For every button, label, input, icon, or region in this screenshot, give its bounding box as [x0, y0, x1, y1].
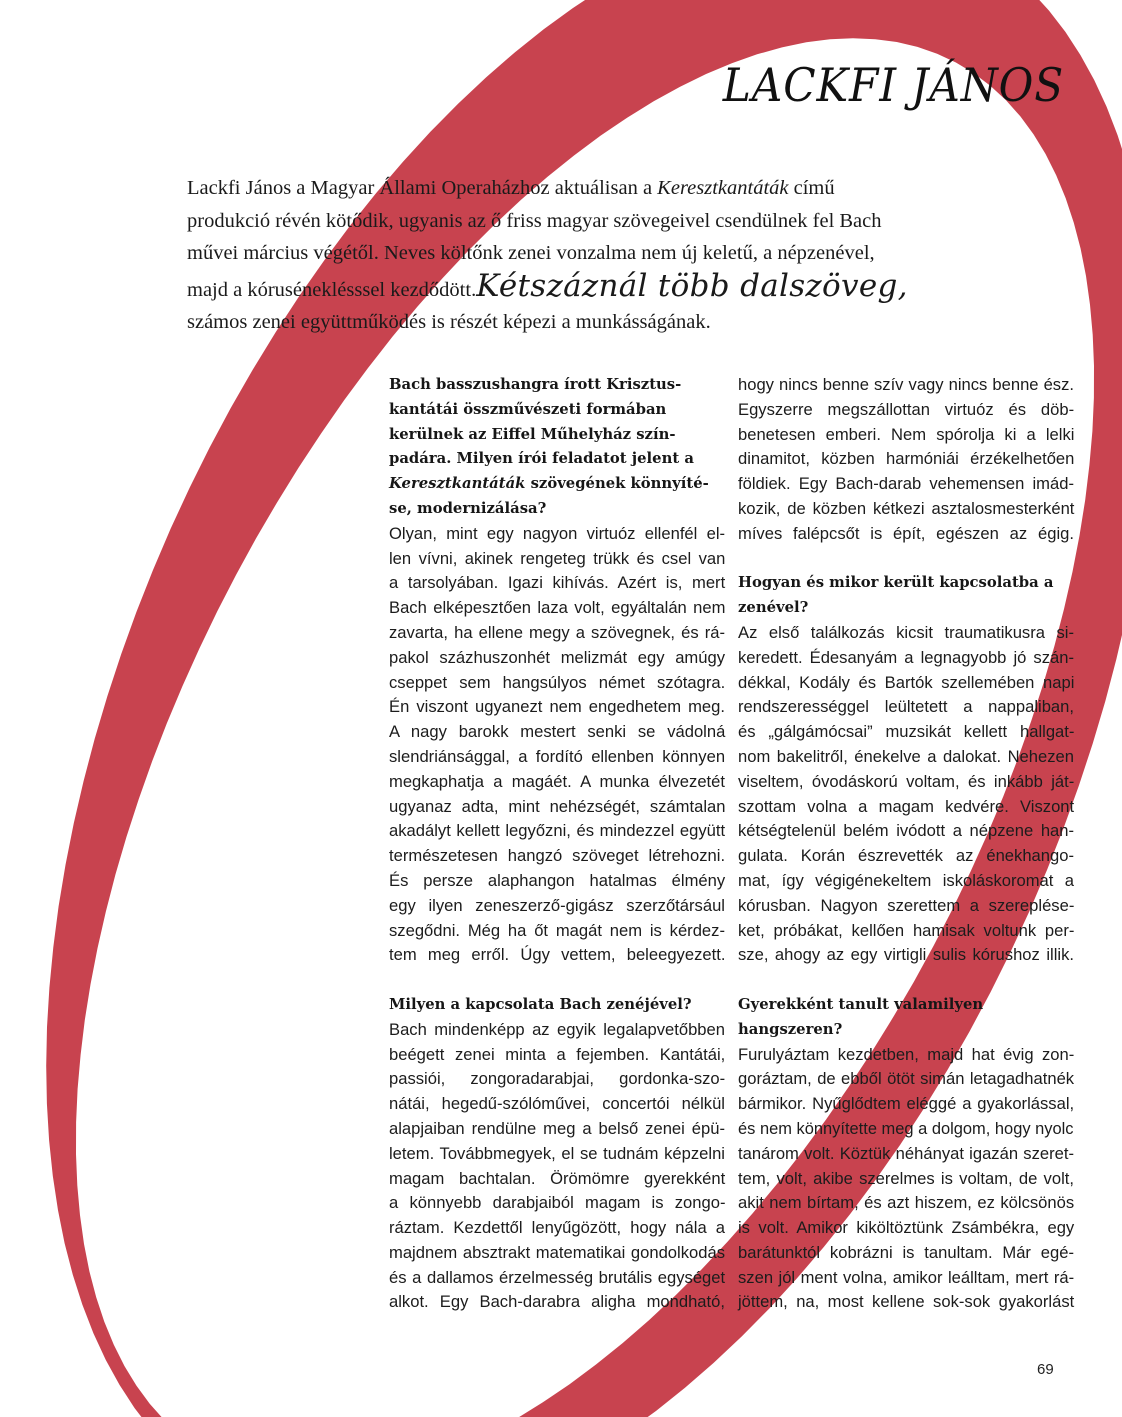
question-emphasis: Keresztkantáták	[389, 475, 526, 493]
answer-line: egy ilyen zeneszerző-gigász szerzőtársául	[389, 895, 725, 915]
question-4	[738, 993, 1074, 1043]
answer-line: Az első találkozás kicsit traumatikusra si-	[738, 622, 1074, 642]
question-1	[389, 373, 725, 522]
question-line: hangszeren?	[738, 1020, 843, 1038]
question-line: padára. Milyen írói feladatot jelent a	[389, 450, 694, 468]
answer-line: majdnem absztrakt matematikai gondolkodás	[389, 1242, 725, 1262]
answer-line: gulata. Korán észrevették az énekhango-	[738, 846, 1074, 866]
question-line	[389, 472, 725, 497]
question-line: Bach basszushangra írott Krisztus-	[389, 376, 682, 393]
answer-line: Bach elképesztően laza volt, egyáltalán nem	[389, 598, 726, 618]
spacer	[738, 968, 1074, 993]
answer-line: sze, ahogy az egy virtigli sulis kórushoz illik.	[738, 945, 1074, 965]
question-line: zenével?	[738, 599, 809, 617]
question-line: kantátái összművészeti formában	[389, 400, 667, 418]
answer-line: dinamitot, közben harmóniái érzékelhetően	[738, 449, 1075, 469]
answer-line: ráztam. Kezdettől lenyűgözött, hogy nála a	[389, 1218, 725, 1238]
answer-line: slendriánsággal, a fordító ellenben könnyen	[389, 746, 726, 766]
answer-line: keredett. Édesanyám a legnagyobb jó szán-	[738, 647, 1074, 667]
answer-line: barátunktól kobrázni is tanultam. Már egé-	[738, 1242, 1074, 1262]
lead-text: Lackfi János a Magyar Állami Operaházhoz aktuálisan a	[187, 177, 658, 199]
answer-line: kétségtelenül belém ivódott a népzene han-	[738, 821, 1075, 841]
answer-line: mat, így végigénekeltem iskoláskoromat a	[738, 870, 1074, 890]
answer-line: természetesen hangzó szöveget létrehozni.	[389, 846, 726, 866]
answer-line: nátái, hegedű-szólóművei, concertói nélkül	[389, 1094, 725, 1114]
answer-line: letem. Továbbmegyek, el se tudnám képzelni	[389, 1143, 725, 1163]
answer-line: Bach mindenképp az egyik legalapvetőbben	[389, 1019, 725, 1039]
answer-line: hogy nincs benne szív vagy nincs benne ész.	[738, 375, 1075, 394]
answer-line: és a dallamos érzelmesség brutális egységet	[389, 1267, 726, 1287]
answer-line: bármikor. Nyűglődtem eléggé a gyakorlással,	[738, 1094, 1075, 1114]
answer-line: szottam volna a magam kedvére. Viszont	[738, 796, 1075, 816]
article-column-left	[389, 373, 725, 1315]
answer-line: Olyan, mint egy nagyon virtuóz ellenfél el-	[389, 523, 726, 543]
answer-line: beégett zenei minta a fejemben. Kantátái,	[389, 1044, 726, 1064]
answer-line: jöttem, na, most kellene sok-sok gyakorlást	[738, 1292, 1075, 1312]
answer-line: szen jól ment volna, amikor leálltam, mert rá-	[738, 1267, 1075, 1287]
question-text: szövegének könnyíté-	[525, 475, 709, 493]
lead-emphasis: Keresztkantáták	[657, 177, 789, 199]
answer-line: zavarta, ha ellene megy a szövegnek, és rá-	[389, 622, 725, 642]
answer-line: A nagy barokk mestert senki se vádolná	[389, 722, 726, 742]
answer-line: goráztam, de ebből ötöt simán letagadhatnék	[738, 1069, 1075, 1089]
answer-line: tanárom volt. Köztük néhányat igazán szeret-	[738, 1143, 1074, 1163]
question-line: Hogyan és mikor került kapcsolatba a	[738, 574, 1054, 592]
answer-2	[389, 1018, 725, 1316]
answer-line: a tarsolyában. Igazi kihívás. Azért is, mert	[389, 573, 726, 593]
answer-line: ugyanaz adta, mint nehézségét, számtalan	[389, 796, 726, 816]
page-number: 69	[1037, 1361, 1054, 1378]
answer-line: megkaphatja a magáét. A munka élvezetét	[389, 771, 725, 791]
answer-line: benetesen emberi. Nem spórolja ki a lelki	[738, 424, 1075, 444]
article-column-right	[738, 373, 1074, 1315]
answer-line: nom bakelitről, énekelve a dalokat. Nehezen	[738, 746, 1074, 766]
answer-line: alapjaiban rendülne meg a belső zenei épü-	[389, 1118, 725, 1138]
answer-line: És persze alaphangon hatalmas élmény	[389, 870, 726, 890]
answer-line: viseltem, óvodáskorú voltam, és inkább ját-	[738, 771, 1075, 791]
answer-line: tem meg erről. Úgy vettem, beleegyezett.	[389, 945, 726, 965]
answer-line: akit nem bírtam, és azt hiszem, ez kölcsönös	[738, 1193, 1075, 1213]
answer-line: akadályt kellett legyőzni, és mindezzel együtt	[389, 821, 726, 841]
answer-line: ket, próbákat, kellően hamisak voltunk per-	[738, 920, 1075, 940]
pull-quote: Kétszáznál több dalszöveg,	[476, 267, 908, 304]
answer-line: kórusban. Nagyon szerettem a szereplése-	[738, 895, 1075, 915]
answer-line: és nem könnyítette meg a dolgom, hogy nyolc	[738, 1118, 1074, 1138]
question-line: Gyerekként tanult valamilyen	[738, 995, 984, 1013]
answer-line: magam bachtalan. Örömömre gyerekként	[389, 1168, 726, 1188]
answer-line: tem, volt, akibe szerelmes is voltam, de volt,	[738, 1168, 1074, 1188]
lead-paragraph	[187, 172, 1067, 339]
answer-line: szegődni. Még ha őt magát nem is kérdez-	[389, 920, 725, 940]
lead-text: című	[788, 177, 835, 199]
lead-line	[187, 172, 1067, 205]
answer-line: pakol százhuszonhét melizmát egy amúgy	[389, 647, 725, 667]
answer-line: a könnyebb darabjaiból magam is zongo-	[389, 1193, 726, 1213]
answer-line: Furulyáztam kezdetben, majd hat évig zon-	[738, 1044, 1075, 1064]
answer-line: alkot. Egy Bach-darabra aligha mondható,	[389, 1292, 725, 1312]
page-title: LACKFI JÁNOS	[722, 58, 1064, 112]
answer-line: míves falépcsőt is épít, egészen az égig.	[738, 523, 1074, 543]
lead-line: művei március végétől. Neves költőnk zenei vonzalma nem új keletű, a népzenével,	[187, 242, 875, 264]
answer-line: Én viszont ugyanezt nem engedhetem meg.	[389, 697, 725, 717]
answer-line: kozik, de közben kétkezi asztalosmesterként	[738, 498, 1075, 518]
spacer	[389, 968, 725, 993]
answer-line: len vívni, akinek rengeteg trükk és csel van	[389, 548, 726, 568]
question-line: se, modernizálása?	[389, 499, 547, 517]
answer-line: rendszerességgel leültetett a nappaliban,	[738, 697, 1074, 717]
spacer	[738, 547, 1074, 572]
answer-line: is volt. Amikor kiköltöztünk Zsámbékra, egy	[738, 1218, 1075, 1238]
answer-line: és „gálgámócsai” muzsikát kellett hallgat-	[738, 722, 1075, 742]
lead-line	[187, 267, 1067, 307]
answer-line: dékkal, Kodály és Bartók szellemében napi	[738, 672, 1075, 692]
lead-line: produkció révén kötődik, ugyanis az ő friss magyar szövegeivel csendülnek fel Bach	[187, 209, 882, 232]
question-3	[738, 571, 1074, 621]
answer-line: Egyszerre megszállottan virtuóz és döb-	[738, 399, 1075, 419]
answer-line: cseppet sem hangsúlyos német szótagra.	[389, 672, 726, 692]
answer-3	[738, 621, 1074, 968]
question-line: kerülnek az Eiffel Műhelyház szín-	[389, 425, 676, 443]
answer-line: földiek. Egy Bach-darab vehemensen imád-	[738, 474, 1074, 494]
answer-line: passiói, zongoradarabjai, gordonka-szo-	[389, 1069, 726, 1089]
answer-2-continued	[738, 373, 1074, 547]
answer-4	[738, 1043, 1074, 1316]
question-2: Milyen a kapcsolata Bach zenéjével?	[389, 995, 692, 1013]
answer-1	[389, 522, 725, 968]
lead-line: számos zenei együttműködés is részét képezi a munkásságának.	[187, 311, 711, 333]
lead-text: majd a kóruséneklésssel kezdődött.	[187, 278, 477, 301]
